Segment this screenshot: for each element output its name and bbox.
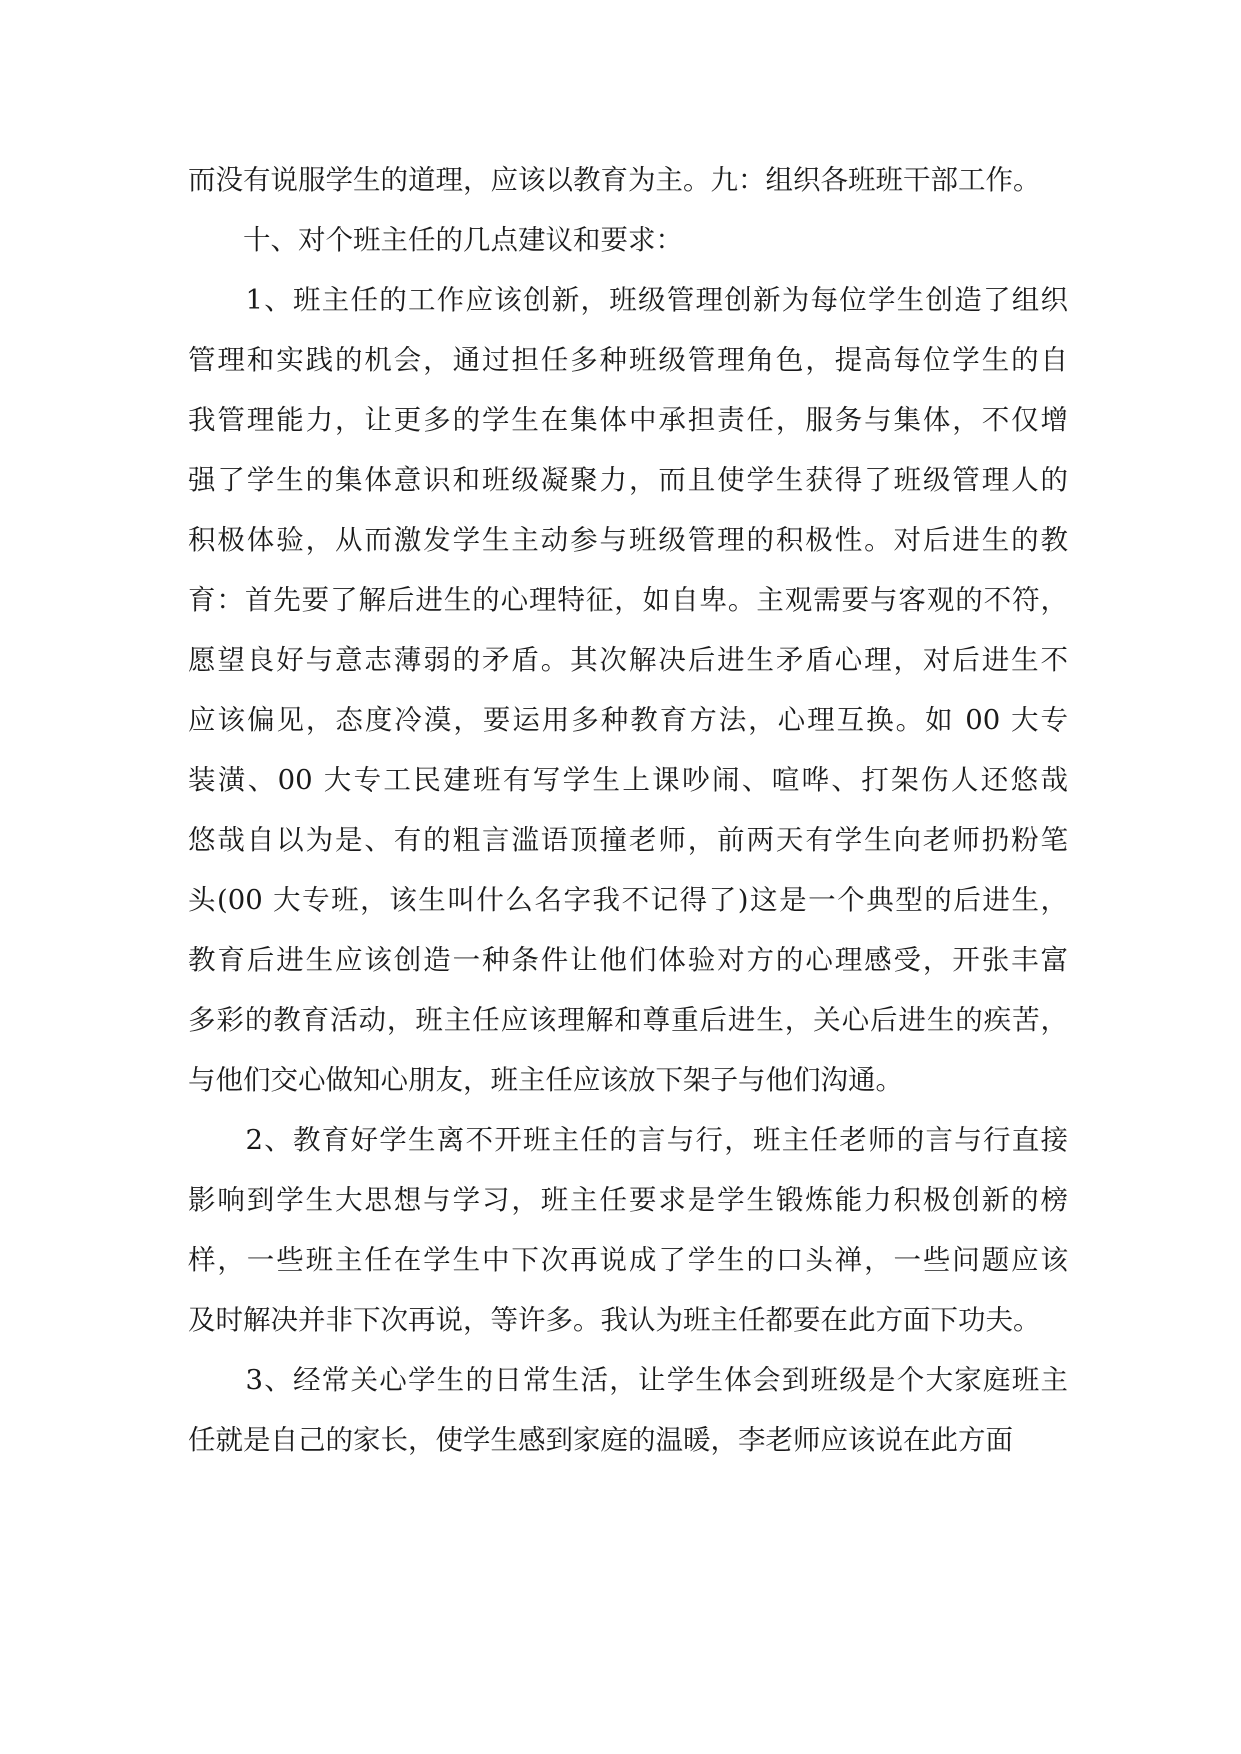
text-line: 与他们交心做知心朋友，班主任应该放下架子与他们沟通。 — [188, 1064, 903, 1096]
text-line: 装潢、00 大专工民建班有写学生上课吵闹、喧哗、打架伤人还悠哉 — [188, 764, 1068, 796]
text-line: 悠哉自以为是、有的粗言滥语顶撞老师，前两天有学生向老师扔粉笔 — [188, 824, 1068, 856]
text-line: 3、经常关心学生的日常生活，让学生体会到班级是个大家庭班主 — [188, 1364, 1068, 1396]
text-line: 积极体验，从而激发学生主动参与班级管理的积极性。对后进生的教 — [188, 524, 1068, 556]
text-line: 样，一些班主任在学生中下次再说成了学生的口头禅，一些问题应该 — [188, 1244, 1068, 1276]
text-line: 1、班主任的工作应该创新，班级管理创新为每位学生创造了组织 — [188, 284, 1068, 316]
text-line: 育：首先要了解后进生的心理特征，如自卑。主观需要与客观的不符， — [188, 584, 1068, 616]
text-line: 头(00 大专班，该生叫什么名字我不记得了)这是一个典型的后进生， — [188, 884, 1068, 916]
text-line: 多彩的教育活动，班主任应该理解和尊重后进生，关心后进生的疾苦， — [188, 1004, 1068, 1036]
document-body — [188, 150, 1068, 1470]
text-line: 任就是自己的家长，使学生感到家庭的温暖，李老师应该说在此方面 — [188, 1424, 1013, 1456]
text-line: 强了学生的集体意识和班级凝聚力，而且使学生获得了班级管理人的 — [188, 464, 1068, 496]
text-line: 我管理能力，让更多的学生在集体中承担责任，服务与集体，不仅增 — [188, 404, 1068, 436]
text-line: 2、教育好学生离不开班主任的言与行，班主任老师的言与行直接 — [188, 1124, 1068, 1156]
text-line: 管理和实践的机会，通过担任多种班级管理角色，提高每位学生的自 — [188, 344, 1068, 376]
text-line: 应该偏见，态度冷漠，要运用多种教育方法，心理互换。如 00 大专 — [188, 704, 1068, 736]
text-line: 愿望良好与意志薄弱的矛盾。其次解决后进生矛盾心理，对后进生不 — [188, 644, 1068, 676]
text-line: 影响到学生大思想与学习，班主任要求是学生锻炼能力积极创新的榜 — [188, 1184, 1068, 1216]
text-line: 教育后进生应该创造一种条件让他们体验对方的心理感受，开张丰富 — [188, 944, 1068, 976]
section-heading: 十、对个班主任的几点建议和要求： — [188, 224, 683, 256]
text-line: 而没有说服学生的道理，应该以教育为主。九：组织各班班干部工作。 — [188, 164, 1041, 196]
text-line: 及时解决并非下次再说，等许多。我认为班主任都要在此方面下功夫。 — [188, 1304, 1041, 1336]
